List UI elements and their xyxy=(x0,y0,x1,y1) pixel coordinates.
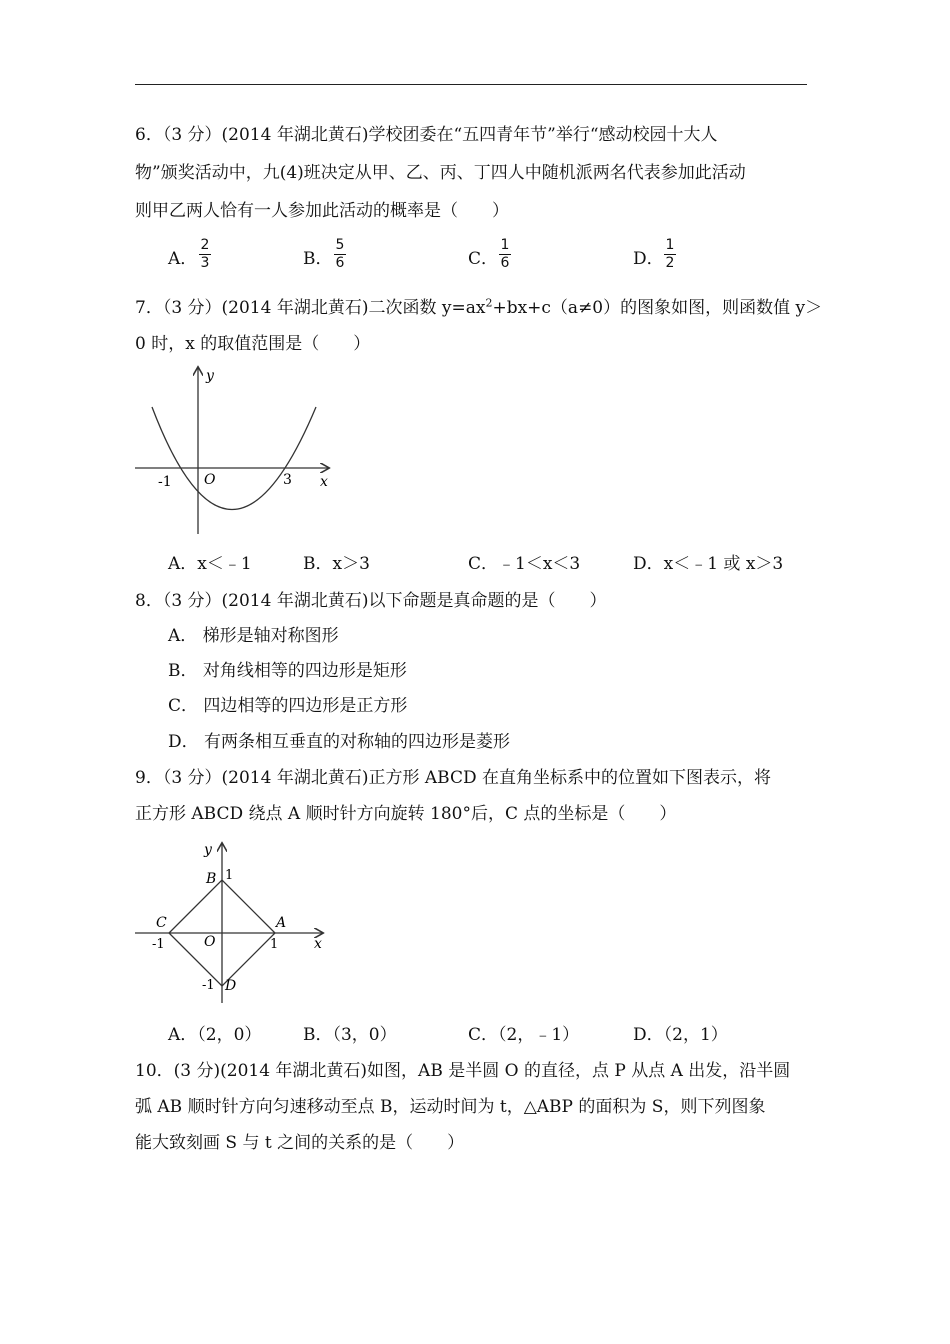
q9-point-c: C xyxy=(156,915,167,931)
q6-option-c-fraction xyxy=(499,238,511,271)
q6-option-b-num: 5 xyxy=(335,237,345,253)
q9-tick-x-pos: 1 xyxy=(270,937,279,952)
q7-option-d: D．x＜﹣1 或 x＞3 xyxy=(633,554,784,574)
q9-x-label: x xyxy=(314,936,322,952)
q6-line1: 6．（3 分）(2014 年湖北黄石)学校团委在“五四青年节”举行“感动校园十大人 xyxy=(135,125,718,145)
q6-option-a-num: 2 xyxy=(200,237,210,253)
q7-origin-label: O xyxy=(204,472,216,488)
q9-option-a: A．（2，0） xyxy=(168,1025,262,1045)
q6-option-d-den: 2 xyxy=(665,255,675,271)
q10-line2: 弧 AB 顺时针方向匀速移动至点 B，运动时间为 t，△ABP 的面积为 S，则下列图象 xyxy=(135,1097,766,1117)
q7-tick-left: -1 xyxy=(158,474,172,490)
q9-origin-label: O xyxy=(204,934,216,950)
q6-option-a-label: A． xyxy=(168,249,198,269)
q8-option-d: D． 有两条相互垂直的对称轴的四边形是菱形 xyxy=(168,732,511,752)
q6-option-c-den: 6 xyxy=(500,255,510,271)
q7-line2: 0 时，x 的取值范围是（ ） xyxy=(135,334,371,354)
q9-tick-y-pos: 1 xyxy=(225,868,234,883)
q6-line3: 则甲乙两人恰有一人参加此活动的概率是（ ） xyxy=(135,201,509,221)
q7-option-c: C．﹣1＜x＜3 xyxy=(468,554,581,574)
q9-option-b: B．（3，0） xyxy=(303,1025,397,1045)
q7-option-b: B．x＞3 xyxy=(303,554,370,574)
q6-option-d-fraction xyxy=(664,238,676,271)
q9-tick-x-neg: -1 xyxy=(152,937,165,952)
q7-line1-b: +bx+c（a≠0）的图象如图，则函数值 y＞ xyxy=(492,298,823,318)
q7-y-label: y xyxy=(206,368,214,384)
q6-option-a-fraction xyxy=(199,238,211,271)
q7-tick-right: 3 xyxy=(283,472,292,488)
q9-tick-y-neg: -1 xyxy=(202,978,215,993)
q7-line1 xyxy=(135,296,822,320)
q6-option-b-label: B． xyxy=(303,249,333,269)
q6-line2: 物”颁奖活动中，九(4)班决定从甲、乙、丙、丁四人中随机派两名代表参加此活动 xyxy=(135,163,746,183)
q8-option-b: B． 对角线相等的四边形是矩形 xyxy=(168,661,407,681)
q6-option-b-den: 6 xyxy=(335,255,345,271)
q7-x-label: x xyxy=(320,474,328,490)
q10-line3: 能大致刻画 S 与 t 之间的关系的是（ ） xyxy=(135,1133,465,1153)
header-rule xyxy=(135,84,807,85)
q8-line1: 8．（3 分）(2014 年湖北黄石)以下命题是真命题的是（ ） xyxy=(135,591,607,611)
q9-point-b: B xyxy=(206,871,217,887)
q6-option-c-label: C． xyxy=(468,249,499,269)
q8-option-a: A． 梯形是轴对称图形 xyxy=(168,626,339,646)
q7-parabola-figure xyxy=(130,362,340,542)
q6-option-b-fraction xyxy=(334,238,346,271)
q6-option-d-num: 1 xyxy=(665,237,675,253)
q9-line2: 正方形 ABCD 绕点 A 顺时针方向旋转 180°后，C 点的坐标是（ ） xyxy=(135,804,677,824)
q6-option-c-num: 1 xyxy=(500,237,510,253)
q9-option-c: C．（2，﹣1） xyxy=(468,1025,580,1045)
q10-line1: 10．(3 分)(2014 年湖北黄石)如图，AB 是半圆 O 的直径，点 P 从点 A 出发，沿半圆 xyxy=(135,1061,791,1081)
q8-option-c: C． 四边相等的四边形是正方形 xyxy=(168,696,408,716)
q9-line1: 9．（3 分）(2014 年湖北黄石)正方形 ABCD 在直角坐标系中的位置如下图表示，将 xyxy=(135,768,771,788)
q9-option-d: D．（2，1） xyxy=(633,1025,728,1045)
q7-line1-a: 7．（3 分）(2014 年湖北黄石)二次函数 y=ax xyxy=(135,298,486,318)
q9-point-a: A xyxy=(276,915,287,931)
q7-parabola-curve xyxy=(152,407,316,510)
q9-square-figure xyxy=(130,838,330,1008)
q9-point-d: D xyxy=(225,978,237,994)
q6-option-d-label: D． xyxy=(633,249,664,269)
q7-exponent: 2 xyxy=(485,296,493,310)
q7-option-a: A．x＜﹣1 xyxy=(168,554,252,574)
q6-option-a-den: 3 xyxy=(200,255,210,271)
q9-y-label: y xyxy=(204,842,212,858)
